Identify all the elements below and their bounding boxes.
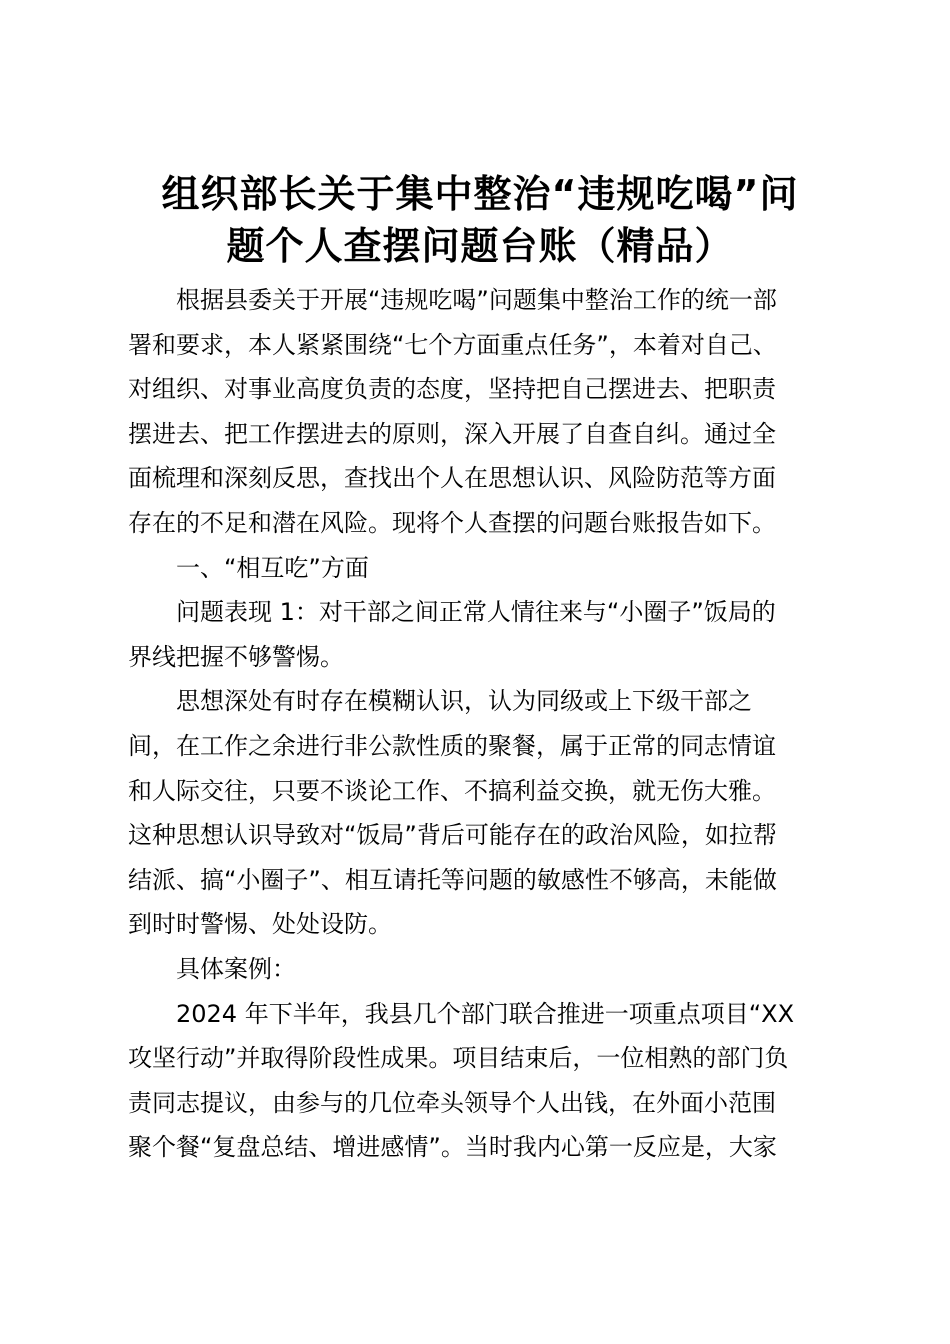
text-line: 责同志提议，由参与的几位牵头领导个人出钱，在外面小范围 <box>128 1088 776 1117</box>
text-line: 具体案例： <box>176 954 296 983</box>
title-line-1: 组织部长关于集中整治“违规吃喝”问 <box>161 172 799 216</box>
text-line: 攻坚行动”并取得阶段性成果。项目结束后，一位相熟的部门负 <box>128 1044 789 1073</box>
text-line: 到时时警惕、处处设防。 <box>128 910 392 939</box>
text-line: 摆进去、把工作摆进去的原则，深入开展了自查自纠。通过全 <box>128 419 776 448</box>
text-line: 界线把握不够警惕。 <box>128 642 344 671</box>
text-line: 一、“相互吃”方面 <box>176 553 369 582</box>
text-line: 思想深处有时存在模糊认识，认为同级或上下级干部之 <box>176 687 752 716</box>
title-line-2: 题个人查摆问题台账（精品） <box>226 224 734 268</box>
section-heading <box>128 546 828 591</box>
text-line: 聚个餐“复盘总结、增进感情”。当时我内心第一反应是，大家 <box>128 1133 777 1162</box>
intro-paragraph <box>128 278 828 546</box>
problem-paragraph <box>128 590 828 679</box>
document-title <box>110 168 850 272</box>
case-paragraph <box>128 992 828 1170</box>
document-body <box>128 278 828 1170</box>
case-heading <box>128 947 828 992</box>
text-line: 根据县委关于开展“违规吃喝”问题集中整治工作的统一部 <box>176 286 777 314</box>
text-line: 面梳理和深刻反思，查找出个人在思想认识、风险防范等方面 <box>128 464 776 493</box>
text-line: 存在的不足和潜在风险。现将个人查摆的问题台账报告如下。 <box>128 508 776 537</box>
text-line: 署和要求，本人紧紧围绕“七个方面重点任务”，本着对自己、 <box>128 330 777 359</box>
text-line: 和人际交往，只要不谈论工作、不搞利益交换，就无伤大雅。 <box>128 776 776 805</box>
text-line: 结派、搞“小圈子”、相互请托等问题的敏感性不够高，未能做 <box>128 865 777 894</box>
text-line: 2024 年下半年，我县几个部门联合推进一项重点项目“XX <box>176 999 795 1028</box>
text-line: 问题表现 1：对干部之间正常人情往来与“小圈子”饭局的 <box>176 598 776 627</box>
analysis-paragraph <box>128 679 828 947</box>
text-line: 间，在工作之余进行非公款性质的聚餐，属于正常的同志情谊 <box>128 731 776 760</box>
text-line: 这种思想认识导致对“饭局”背后可能存在的政治风险，如拉帮 <box>128 821 777 850</box>
text-line: 对组织、对事业高度负责的态度，坚持把自己摆进去、把职责 <box>128 375 776 404</box>
